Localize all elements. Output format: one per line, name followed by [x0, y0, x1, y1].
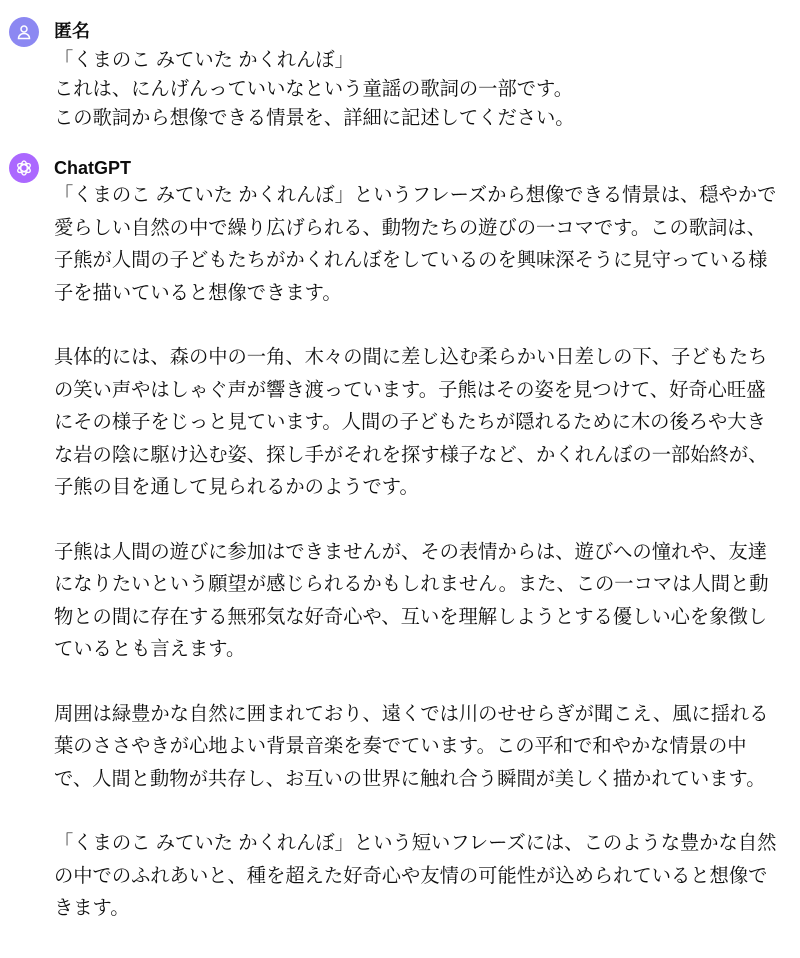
response-line: 「くまのこ みていた かくれんぼ」という短いフレーズには、このような豊かな自然: [54, 833, 777, 854]
response-line: の笑い声やはしゃぐ声が響き渡っています。子熊はその姿を見つけて、好奇心旺盛: [54, 379, 766, 401]
response-line: になりたいという願望が感じられるかもしれません。また、この一コマは人間と動: [54, 574, 769, 595]
response-line: な岩の陰に駆け込む姿、探し手がそれを探す様子など、かくれんぼの一部始終が、: [54, 444, 768, 466]
chatgpt-avatar: [9, 153, 39, 183]
response-line: 子熊は人間の遊びに参加はできませんが、その表情からは、遊びへの憧れや、友達: [54, 541, 768, 563]
response-paragraph: [54, 342, 794, 505]
assistant-name: ChatGPT: [54, 158, 132, 178]
response-line: にその様子をじっと見ています。人間の子どもたちが隠れるために木の後ろや大き: [54, 412, 766, 433]
openai-logo-icon: [14, 158, 34, 178]
response-line: で、人間と動物が共存し、お互いの世界に触れ合う瞬間が美しく描かれています。: [54, 768, 766, 790]
response-line: 子熊の目を通して見られるかのようです。: [54, 477, 419, 498]
response-line: 子熊が人間の子どもたちがかくれんぼをしているのを興味深そうに見守っている様: [54, 250, 768, 271]
user-icon: [16, 24, 32, 40]
response-line: 具体的には、森の中の一角、木々の間に差し込む柔らかい日差しの下、子どもたち: [54, 347, 768, 368]
message-line: これは、にんげんっていいなという童謡の歌詞の一部です。: [54, 79, 574, 100]
message-line: 「くまのこ みていた かくれんぼ」: [54, 50, 354, 71]
response-line: の中でのふれあいと、種を超えた好奇心や友情の可能性が込められていると想像で: [54, 865, 768, 887]
response-paragraph: [54, 828, 794, 926]
response-line: ているとも言えます。: [54, 639, 246, 660]
assistant-message: [54, 180, 794, 958]
user-name: 匿名: [54, 21, 90, 41]
response-paragraph: [54, 699, 794, 797]
response-paragraph: [54, 180, 794, 310]
response-paragraph: [54, 537, 794, 667]
user-message: [54, 46, 794, 133]
response-line: 物との間に存在する無邪気な好奇心や、互いを理解しようとする優しい心を象徴し: [54, 606, 768, 628]
response-line: 「くまのこ みていた かくれんぼ」というフレーズから想像できる情景は、穏やかで: [54, 185, 777, 206]
user-avatar: [9, 17, 39, 47]
message-line: この歌詞から想像できる情景を、詳細に記述してください。: [54, 108, 575, 129]
response-line: 愛らしい自然の中で繰り広げられる、動物たちの遊びの一コマです。この歌詞は、: [54, 217, 766, 239]
response-line: 子を描いていると想像できます。: [54, 282, 342, 304]
response-line: 周囲は緑豊かな自然に囲まれており、遠くでは川のせせらぎが聞こえ、風に揺れる: [54, 703, 769, 725]
response-line: きます。: [54, 898, 130, 919]
response-line: 葉のささやきが心地よい背景音楽を奏でています。この平和で和やかな情景の中: [54, 736, 747, 757]
